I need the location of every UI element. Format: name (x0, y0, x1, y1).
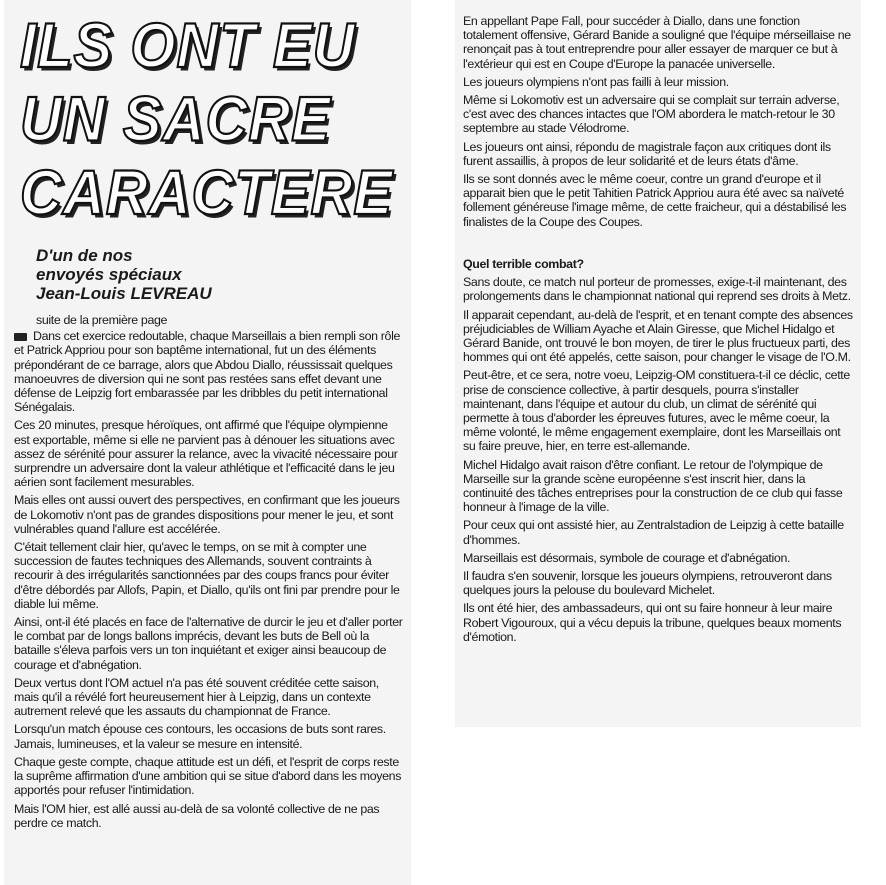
article-paragraph: Il apparait cependant, au-delà de l'esprit, et en tenant compte des absences préjudiciables de William Ayache et Alain Giresse, que Michel Hidalgo et Gérard Banide, ont trouvé le bon moyen, de tirer le plus fructueux parti, des hommes qui ont été appelés, cette saison, pour changer le visage de l'O.M. (463, 307, 853, 365)
article-paragraph: Même si Lokomotiv est un adversaire qui se complait sur terrain adverse, c'est avec des chances intactes que l'OM abordera le match-retour le 30 septembre au stade Vélodrome. (463, 93, 840, 136)
article-paragraph: Ainsi, ont-il été placés en face de l'alternative de durcir le jeu et d'aller porter le combat par de longs ballons imprécis, devant les buts de Bell où la bataille s'éleva parfois vers un ton inquiétant et exiger ainsi beaucoup de courage et d'abnégation. (14, 615, 403, 672)
article-paragraph: Michel Hidalgo avait raison d'être confiant. Le retour de l'olympique de Marseille sur la grande scène européenne s'est inscrit hier, dans la continuité des tâches entreprises pour la construction de ce club qui fasse honneur à l'image de la ville. (463, 457, 843, 515)
byline-author: Jean-Louis LEVREAU (36, 284, 212, 303)
article-paragraph: Ils se sont donnés avec le même coeur, contre un grand d'europe et il apparait bien que le petit Tahitien Patrick Appriou aura été avec sa naïveté follement généreuse l'image même, de cette fraicheur, qui a déstabilisé les finalistes de la Coupe des Coupes. (463, 172, 847, 229)
article-paragraph: Il faudra s'en souvenir, lorsque les joueurs olympiens, retrouveront dans quelques jours la pelouse du boulevard Michelet. (463, 569, 832, 598)
headline-line: CARACTERE (20, 157, 394, 229)
article-paragraph: Sans doute, ce match nul porteur de promesses, exige-t-il maintenant, des prolongements dans le championnat national qui reprend ses droits à Metz. (463, 275, 851, 304)
article-paragraph: En appellant Pape Fall, pour succéder à Diallo, dans une fonction totalement offensive, Gérard Banide a souligné que l'équipe mérseillaise ne renonçait pas à tout entreprendre pour aller essayer de marquer ce but à l'extérieur qui est en Coupe d'Europe la panacée universelle. (463, 14, 851, 71)
article-paragraph: Peut-être, et ce sera, notre voeu, Leipzig-OM constituera-t-il ce déclic, cette prise de conscience collective, à partir desquels, pourra s'installer maintenant, dans l'équipe et autour du club, un climat de sérénité qui permette à tous d'aborder les épreuves futures, avec le même coeur, la même volonté, le même engagement exemplaire, dont les Marseillais ont su faire preuve, hier, en terre est-allemande. (463, 368, 850, 454)
article-paragraph: Marseillais est désormais, symbole de courage et d'abnégation. (463, 550, 791, 565)
continued-note: suite de la première page (36, 313, 168, 327)
byline-line: D'un de nos (36, 246, 133, 265)
article-paragraph: Lorsqu'un match épouse ces contours, les occasions de buts sont rares. Jamais, lumineuses, et la valeur se mesure en intensité. (14, 722, 386, 751)
bullet-icon (14, 333, 27, 341)
article-paragraph: Mais elles ont aussi ouvert des perspectives, en confirmant que les joueurs de Lokomotiv n'ont pas de grandes dispositions pour mener le jeu, et sont vulnérables quand l'allure est accélérée. (14, 493, 400, 536)
article-paragraph: Chaque geste compte, chaque attitude est un défi, et l'esprit de corps reste la suprême affirmation d'une ambition qui se situe d'abord dans les moyens apportés pour refuser l'intimidation. (14, 754, 402, 798)
left-article-body (14, 329, 403, 830)
article-paragraph: Ces 20 minutes, presque héroïques, ont affirmé que l'équipe olympienne est exportable, même si elle ne parvient pas à dénouer les situations avec assez de sérénité pour assurer la relance, avec la vivacité nécessaire pour surprendre un adversaire dont la valeur athlétique et l'efficacité dans le jeu aérien sont facilement mesurables. (14, 418, 398, 490)
headline-line: UN SACRE (20, 84, 331, 155)
article-paragraph: Pour ceux qui ont assisté hier, au Zentralstadion de Leipzig à cette bataille d'hommes. (463, 518, 844, 547)
article-paragraph: C'était tellement clair hier, qu'avec le temps, on se mit à compter une succession de fautes techniques des Allemands, souvent contraints à recourir à des irrégularités sanctionnées par des coups francs pour éviter d'être débordés par Allofs, Papin, et Diallo, qu'ils ont fini par prendre pour le diable lui même. (14, 540, 400, 611)
article-paragraph: Les joueurs olympiens n'ont pas failli à leur mission. (463, 74, 729, 89)
article-paragraph: Deux vertus dont l'OM actuel n'a pas été souvent créditée cette saison, mais qu'il a révélé fort heureusement hier à Leipzig, dans un contexte autrement relevé que les assauts du championnat de France. (14, 675, 379, 719)
left-column (4, 0, 411, 885)
byline-line: envoyés spéciaux (36, 265, 182, 284)
byline (36, 246, 403, 303)
headline-line: ILS ONT EU (20, 11, 356, 82)
headline (20, 10, 403, 230)
section-subheading: Quel terrible combat? (463, 257, 584, 271)
article-paragraph: Ils ont été hier, des ambassadeurs, qui ont su faire honneur à leur maire Robert Vigouroux, qui a vécu depuis la tribune, quelques beaux moments d'émotion. (463, 601, 842, 644)
article-paragraph (14, 329, 403, 414)
right-column-top (455, 0, 861, 255)
paragraph-text: Dans cet exercice redoutable, chaque Marseillais a bien rempli son rôle et Patrick Appriou pour son baptême international, fut un des éléments prépondérant de ce barrage, alors que Abdou Diallo, réussissait quelques manoeuvres de diversion qui ne sont pas restées sans effet devant une défense de Leipzig fort embarassée par les dribbles du petit international Sénégalais. (14, 329, 401, 415)
article-paragraph: Mais l'OM hier, est allé aussi au-delà de sa volonté collective de ne pas perdre ce match. (14, 801, 380, 830)
right-column-bottom (455, 255, 861, 727)
article-paragraph: Les joueurs ont ainsi, répondu de magistrale façon aux critiques dont ils furent assaillis, à propos de leur solidarité et de leurs états d'âme. (463, 139, 831, 168)
